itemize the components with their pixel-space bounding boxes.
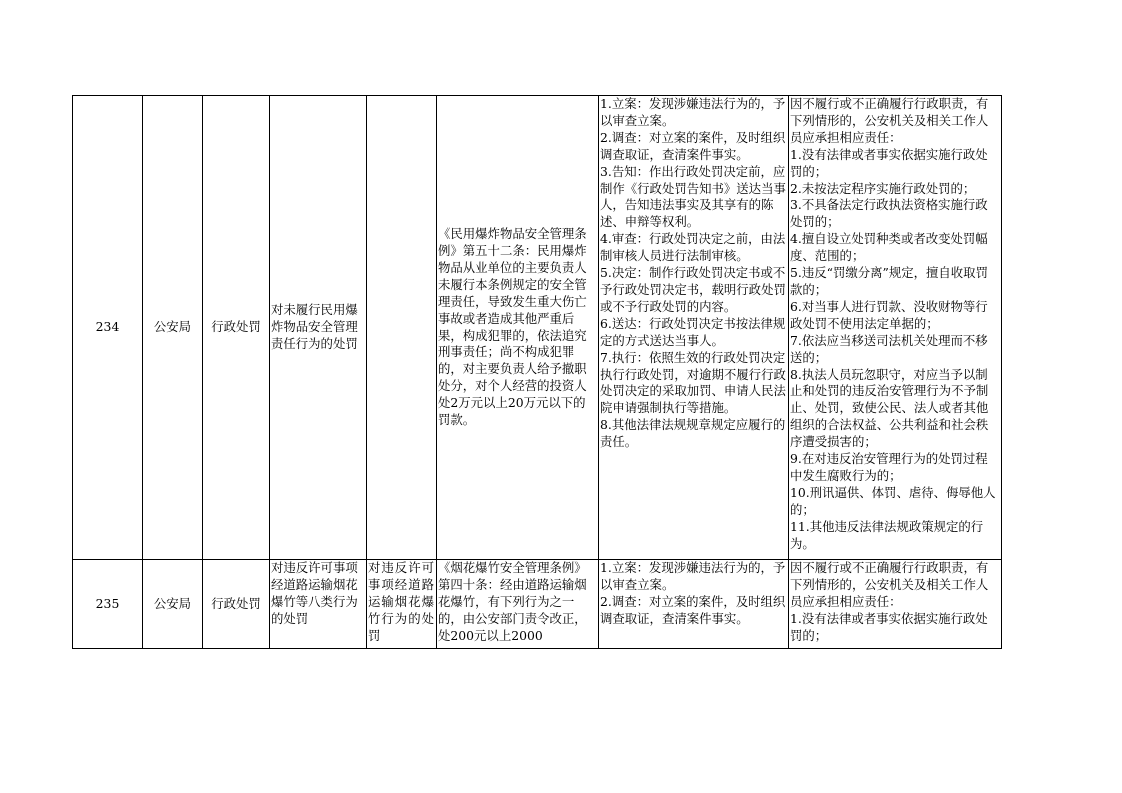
legal-basis-text: 《烟花爆竹安全管理条例》第四十条：经由道路运输烟花爆竹，有下列行为之一的，由公安部门责令改正，处200元以上2000 [438,560,587,643]
liability-line: 7.依法应当移送司法机关处理而不移送的； [790,332,988,365]
steps-clip [600,560,787,648]
step-line: 1.立案：发现涉嫌违法行为的，予以审查立案。 [600,96,786,128]
liability-line: 因不履行或不正确履行行政职责，有下列情形的，公安机关及相关工作人员应承担相应责任： [790,560,989,609]
item-number: 234 [73,96,143,560]
department: 公安局 [143,96,203,560]
power-type: 行政处罚 [203,560,270,649]
item-name-text: 对违反许可事项经道路运输烟花爆竹等八类行为的处罚 [271,560,358,626]
liability-line: 11.其他违反法律法规政策规定的行为。 [790,518,984,551]
step-line: 5.决定：制作行政处罚决定书或不予行政处罚决定书，载明行政处罚或不予行政处罚的内容。 [600,265,786,314]
table-row [73,96,1002,560]
liability-line: 3.不具备法定行政执法资格实施行政处罚的； [790,197,988,230]
liability-line: 5.违反“罚缴分离”规定，擅自收取罚款的； [790,265,988,297]
liability-cases [789,96,1002,560]
step-line: 6.送达：行政处罚决定书按法律规定的方式送达当事人。 [600,315,786,348]
sub-item-name [367,96,437,560]
step-line: 8.其他法律法规规章规定应履行的责任。 [600,417,786,450]
liability-line: 10.刑讯逼供、体罚、虐待、侮辱他人的； [790,484,996,517]
liability-clip [790,560,1000,648]
liability-line: 8.执法人员玩忽职守，对应当予以制止和处罚的违反治安管理行为不予制止、处罚，致使公民、法人或者其他组织的合法权益、公共利益和社会秩序遭受损害的； [790,366,989,450]
sub-item-name [367,560,437,649]
item-name [270,560,367,649]
item-name: 对未履行民用爆炸物品安全管理责任行为的处罚 [270,96,367,560]
item-number: 235 [73,560,143,649]
step-line: 7.执行：依照生效的行政处罚决定执行行政处罚，对逾期不履行行政处罚决定的采取加罚、申请人民法院申请强制执行等措施。 [600,349,786,416]
liability-line: 6.对当事人进行罚款、没收财物等行政处罚不使用法定单据的； [790,298,988,331]
liability-line: 2.未按法定程序实施行政处罚的； [790,180,976,196]
responsibility-table [72,95,1002,649]
power-type: 行政处罚 [203,96,270,560]
responsibility-steps [599,96,789,560]
liability-line: 9.在对违反治安管理行为的处罚过程中发生腐败行为的； [790,451,988,483]
department: 公安局 [143,560,203,649]
step-line: 3.告知：作出行政处罚决定前，应制作《行政处罚告知书》送达当事人，告知违法事实及其享有的陈述、申辩等权利。 [600,163,786,230]
step-line: 2.调查：对立案的案件，及时组织调查取证，查清案件事实。 [600,129,786,162]
responsibility-steps [599,560,789,649]
legal-basis [437,560,599,649]
liability-cases [789,560,1002,649]
step-line: 2.调查：对立案的案件，及时组织调查取证，查清案件事实。 [600,593,786,626]
liability-line: 1.没有法律或者事实依据实施行政处罚的； [790,610,988,643]
step-line: 4.审查：行政处罚决定之前，由法制审核人员进行法制审核。 [600,231,786,264]
liability-line: 4.擅自设立处罚种类或者改变处罚幅度、范围的； [790,231,988,264]
liability-line: 因不履行或不正确履行行政职责，有下列情形的，公安机关及相关工作人员应承担相应责任： [790,96,989,145]
liability-line: 1.没有法律或者事实依据实施行政处罚的； [790,146,988,179]
step-line: 1.立案：发现涉嫌违法行为的，予以审查立案。 [600,560,786,592]
sub-item-text: 对违反许可事项经道路运输烟花爆竹行为的处罚 [368,560,435,643]
legal-basis: 《民用爆炸物品安全管理条例》第五十二条：民用爆炸物品从业单位的主要负责人未履行本条例规定的安全管理责任，导致发生重大伤亡事故或者造成其他严重后果，构成犯罪的，依法追究刑事责任；尚不构成犯罪的，对主要负责人给予撤职处分，对个人经营的投资人处2万元以上20万元以下的罚款。 [437,96,599,560]
table-row [73,560,1002,649]
